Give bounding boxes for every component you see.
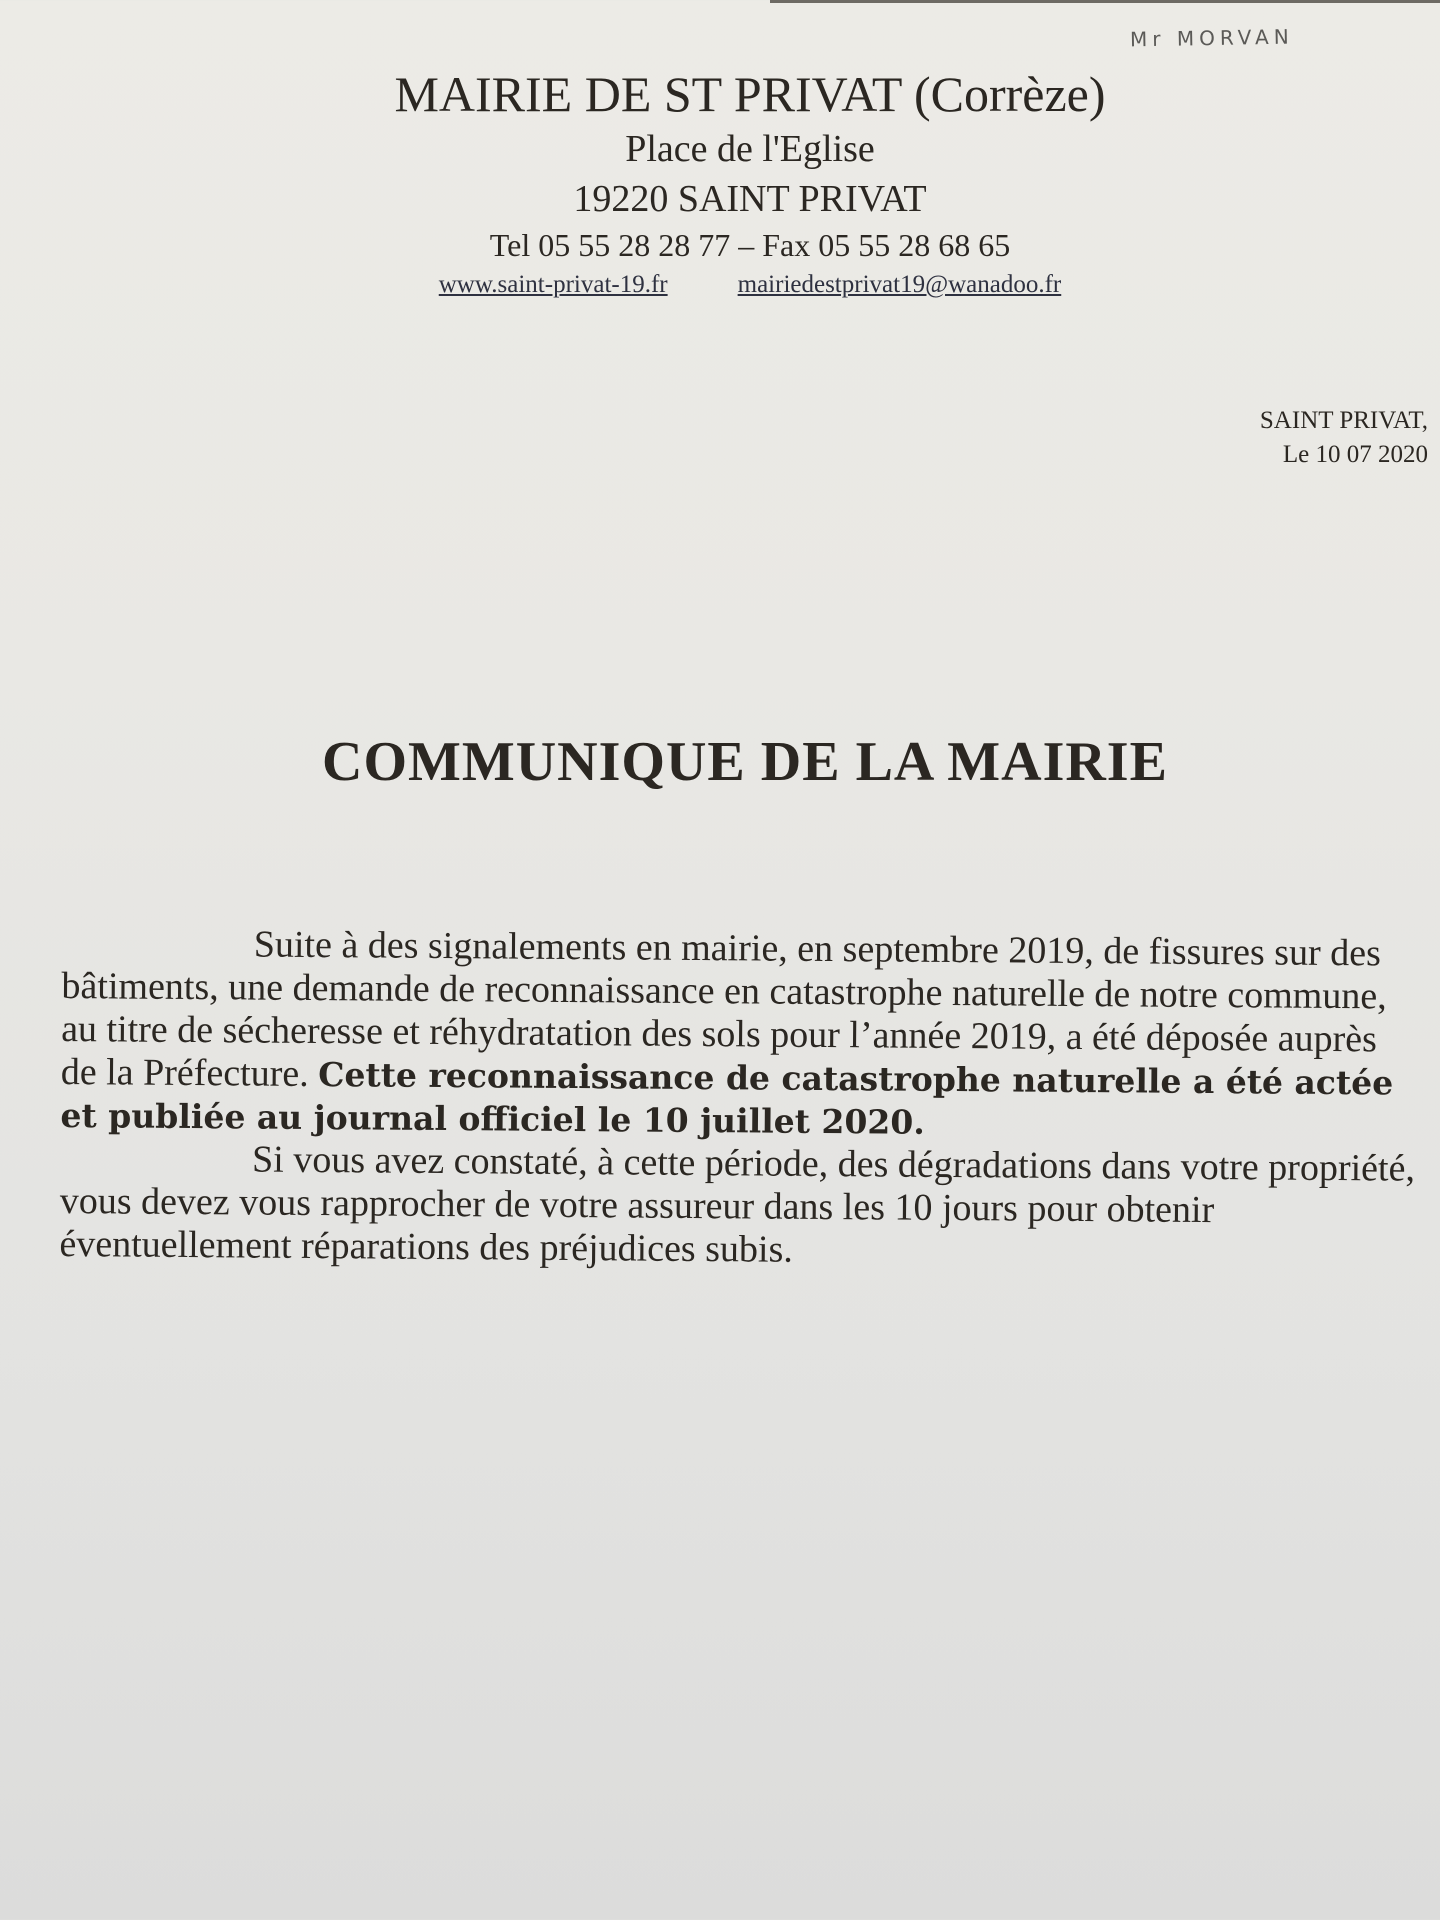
paragraph-2: Si vous avez constaté, à cette période, des dégradations dans votre propriété, vous devez vous rapprocher de votre assureur dans les 10 jours pour obtenir éventuellement réparations des préjudices subis. — [59, 1138, 1416, 1271]
page-top-edge — [770, 0, 1440, 3]
address-line-2: 19220 SAINT PRIVAT — [573, 178, 927, 220]
website-link: www.saint-privat-19.fr — [438, 271, 668, 298]
body-text — [59, 922, 1422, 1277]
email-link: mairiedestprivat19@wanadoo.fr — [737, 271, 1062, 298]
document-headline: COMMUNIQUE DE LA MAIRIE — [322, 731, 1168, 793]
paragraph-1-text: Suite à des signalements en mairie, en septembre 2019, de fissures sur des bâtiments, une demande de reconnaissance en catastrophe naturelle de notre commune, au titre de sécheresse et réhydratation des sols pour l’année 2019, a été déposée auprès de la Préfecture. — [60, 923, 1387, 1096]
dateline-place: SAINT PRIVAT, — [1259, 407, 1428, 434]
address-line-1: Place de l'Eglise — [625, 128, 875, 170]
handwritten-annotation: Mr MORVAN — [1129, 24, 1294, 52]
contact-line: Tel 05 55 28 28 77 – Fax 05 55 28 68 65 — [489, 227, 1011, 263]
letterhead — [340, 64, 1160, 302]
paragraph-1-bold: Cette reconnaissance de catastrophe naturelle a été actée et publiée au journal officiel le 10 juillet 2020. — [60, 1055, 1394, 1142]
paragraph-1 — [60, 922, 1422, 1148]
dateline — [1260, 404, 1428, 472]
letterhead-links — [340, 268, 1160, 302]
dateline-date: Le 10 07 2020 — [1282, 441, 1428, 468]
letterhead-title: MAIRIE DE ST PRIVAT (Corrèze) — [394, 66, 1106, 122]
